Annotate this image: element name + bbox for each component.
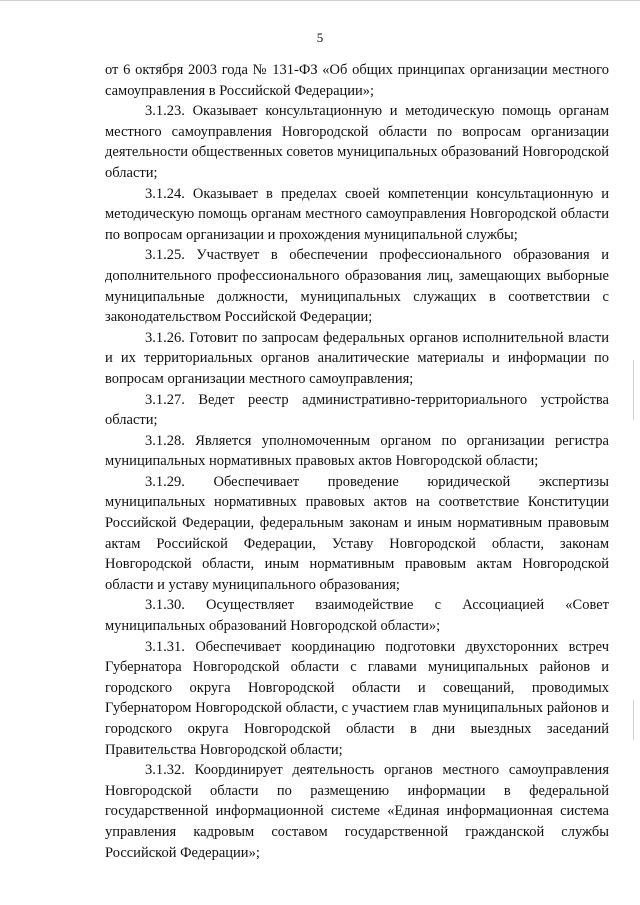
- paragraph-3-1-31: 3.1.31. Обеспечивает координацию подготовки двухсторонних встреч Губернатора Новгородской области с главами муниципальных районов и городского округа Новгородской области и совещаний, проводимых Губернатором Новгородской области, с участием глав муниципальных районов и городского округа Новгородской области в дни выездных заседаний Правительства Новгородской области;: [105, 638, 609, 758]
- scan-edge-mark: [633, 360, 634, 420]
- paragraph-3-1-26: 3.1.26. Готовит по запросам федеральных органов исполнительной власти и их территориальных органов аналитические материалы и информации по вопросам организации местного самоуправления;: [105, 329, 609, 387]
- page-number: 5: [316, 30, 324, 45]
- document-body: [105, 60, 609, 863]
- scan-edge-mark: [633, 700, 634, 740]
- scan-edge-mark: [0, 0, 640, 1]
- paragraph-continuation: от 6 октября 2003 года № 131-ФЗ «Об общих принципах организации местного самоуправления в Российской Федерации»;: [105, 62, 609, 99]
- paragraph-3-1-32: 3.1.32. Координирует деятельность органов местного самоуправления Новгородской области по размещению информации в федеральной государственной информационной системе «Единая информационная система управления кадровым составом государственной гражданской службы Российской Федерации»;: [105, 762, 609, 861]
- paragraph-3-1-23: 3.1.23. Оказывает консультационную и методическую помощь органам местного самоуправления Новгородской области по вопросам организации деятельности общественных советов муниципальных образований Новгородской области;: [105, 103, 609, 181]
- paragraph-3-1-28: 3.1.28. Является уполномоченным органом по организации регистра муниципальных нормативных правовых актов Новгородской области;: [105, 432, 609, 470]
- paragraph-3-1-24: 3.1.24. Оказывает в пределах своей компетенции консультационную и методическую помощь органам местного самоуправления Новгородской области по вопросам организации и прохождения муниципальной службы;: [105, 185, 609, 243]
- paragraph-3-1-29: 3.1.29. Обеспечивает проведение юридической экспертизы муниципальных нормативных правовых актов на соответствие Конституции Российской Федерации, федеральным законам и иным нормативным правовым актам Российской Федерации, Уставу Новгородской области, законам Новгородской области, иным нормативным правовым актам Новгородской области и уставу муниципального образования;: [105, 473, 609, 593]
- paragraph-3-1-30: 3.1.30. Осуществляет взаимодействие с Ассоциацией «Совет муниципальных образований Новгородской области»;: [105, 597, 609, 635]
- paragraph-3-1-27: 3.1.27. Ведет реестр административно-территориального устройства области;: [105, 391, 609, 429]
- paragraph-3-1-25: 3.1.25. Участвует в обеспечении профессионального образования и дополнительного профессионального образования лиц, замещающих выборные муниципальные должности, муниципальных служащих в соответствии с законодательством Российской Федерации;: [105, 247, 609, 326]
